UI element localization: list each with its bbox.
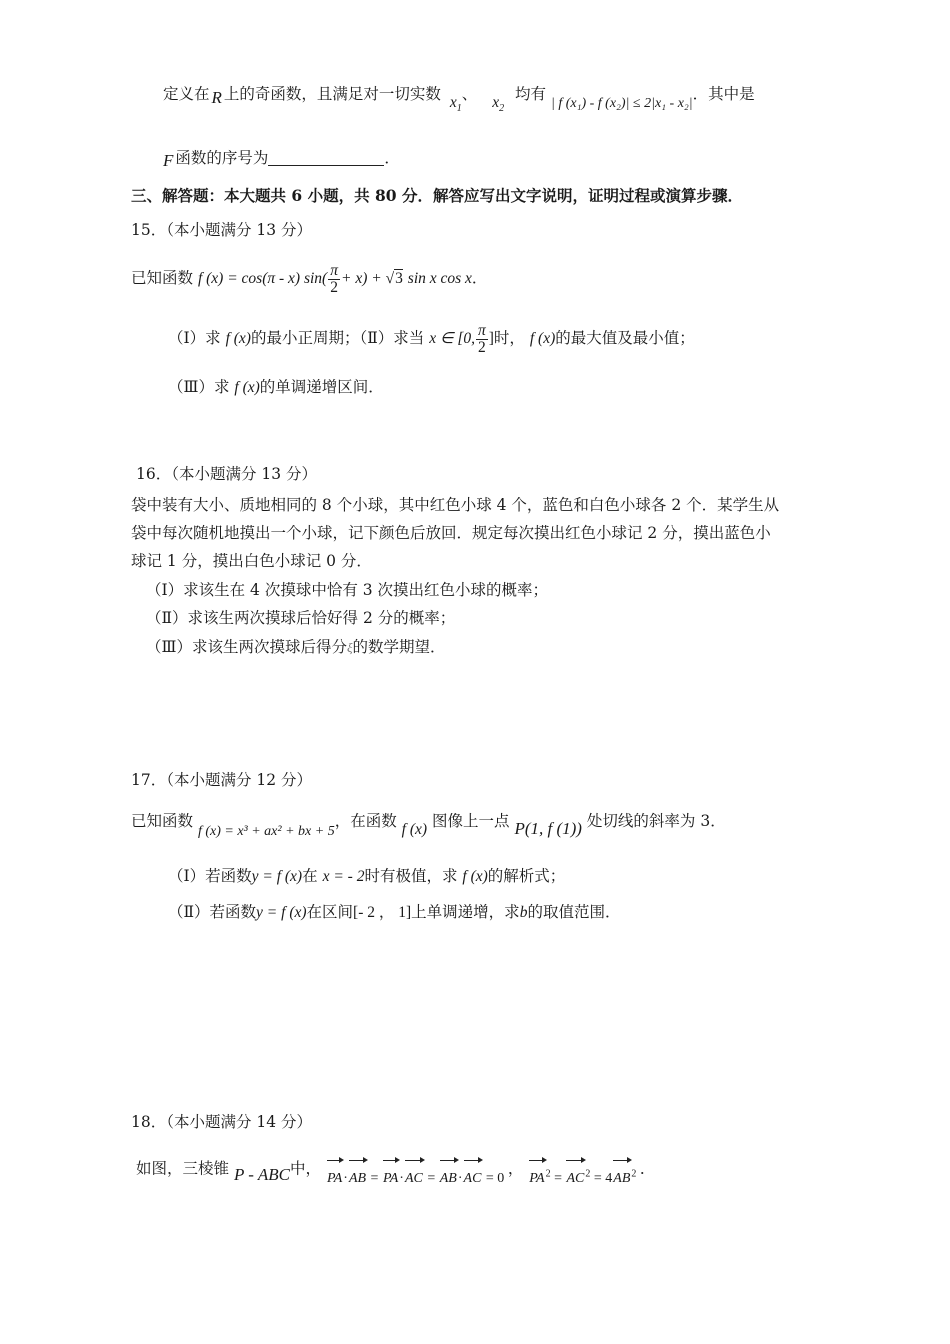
formula: f (x) bbox=[225, 330, 251, 347]
text: （Ⅲ）求 bbox=[168, 378, 230, 396]
text: ． bbox=[384, 149, 400, 167]
text: 的最大值及最小值； bbox=[555, 329, 695, 347]
text: 函数的序号为 bbox=[175, 149, 269, 167]
q16-part2: （Ⅱ）求该生两次摸球后恰好得 2 分的概率； bbox=[146, 609, 456, 627]
section-heading: 三、解答题：本大题共 6 小题，共 80 分．解答应写出文字说明，证明过程或演算步骤． bbox=[131, 186, 743, 205]
formula: f (x) bbox=[401, 821, 428, 838]
q16-body-2: 袋中每次随机地摸出一个小球，记下颜色后放回．规定每次摸出红色小球记 2 分，摸出蓝色小 bbox=[131, 524, 771, 542]
q16-title: 16．（本小题满分 13 分） bbox=[136, 465, 318, 483]
formula: sin x cos x bbox=[407, 270, 472, 287]
letter-F: F bbox=[163, 151, 174, 170]
q17-part1 bbox=[168, 864, 565, 889]
q18-stem bbox=[136, 1151, 655, 1186]
text: 处切线的斜率为 3． bbox=[586, 812, 726, 830]
text: ． bbox=[639, 1159, 656, 1178]
point-P: P(1, f (1)) bbox=[514, 819, 582, 838]
text: 上的奇函数，且满足对一切实数 bbox=[223, 85, 441, 103]
q15-title: 15．（本小题满分 13 分） bbox=[131, 221, 313, 239]
formula: y = f (x) bbox=[256, 904, 307, 921]
text: （Ⅱ）若函数 bbox=[168, 903, 257, 921]
q16-body-3: 球记 1 分，摸出白色小球记 0 分． bbox=[131, 552, 372, 570]
text: 在 bbox=[302, 867, 318, 885]
formula: f (x) bbox=[234, 379, 260, 396]
text: 定义在 bbox=[163, 85, 210, 103]
formula: f (x) bbox=[529, 330, 556, 347]
function-formula: f (x) = x³ + ax² + bx + 5 bbox=[197, 824, 335, 839]
text: 均有 bbox=[515, 85, 547, 103]
var-x2: $x_2$ bbox=[492, 94, 505, 115]
text: ， bbox=[507, 1159, 524, 1178]
condition-formula: | f (x₁) - f (x₂)| ≤ 2|x₁ - x₂| bbox=[550, 96, 693, 111]
symbol-xi: ξ bbox=[346, 640, 353, 655]
answer-blank[interactable] bbox=[268, 149, 384, 166]
text: （Ⅲ）求该生两次摸球后得分 bbox=[146, 638, 347, 656]
vector-condition-2: $PA^2 = AC^2 = 4AB^2$ bbox=[528, 1171, 640, 1186]
interval: [- 2 ， 1] bbox=[353, 904, 412, 921]
text: 中， bbox=[290, 1159, 322, 1178]
var-b: b bbox=[519, 904, 528, 921]
text: 的数学期望． bbox=[352, 638, 446, 656]
text: 如图，三棱锥 bbox=[136, 1159, 230, 1178]
text: 的最小正周期；（Ⅱ）求当 bbox=[250, 329, 425, 347]
q16-body-1: 袋中装有大小、质地相同的 8 个小球，其中红色小球 4 个，蓝色和白色小球各 2 个．某学生从 bbox=[131, 496, 780, 514]
text: 的解析式； bbox=[487, 867, 566, 885]
text: ．其中是 bbox=[692, 85, 755, 103]
sqrt-3: √3 bbox=[385, 270, 403, 287]
tetrahedron-name: P - ABC bbox=[233, 1164, 290, 1184]
set-R: R bbox=[211, 88, 222, 107]
q15-stem bbox=[131, 262, 487, 296]
formula: x ∈ [0, bbox=[429, 330, 475, 347]
q17-part2 bbox=[168, 900, 620, 925]
q18-title: 18．（本小题满分 14 分） bbox=[131, 1113, 313, 1131]
formula: f (x) = cos(π - x) sin( bbox=[197, 270, 328, 287]
formula: ] bbox=[488, 330, 494, 347]
q15-part1-2 bbox=[168, 322, 695, 356]
text: 、 bbox=[461, 85, 478, 103]
text: 图像上一点 bbox=[432, 812, 510, 830]
text: 的取值范围． bbox=[527, 903, 621, 921]
vector-condition-1: PA·AB = PA·AC = AB·AC = 0 bbox=[326, 1171, 508, 1186]
q17-title: 17．（本小题满分 12 分） bbox=[131, 771, 313, 789]
formula: y = f (x) bbox=[251, 868, 303, 885]
text: 时有极值，求 bbox=[364, 867, 458, 885]
formula: x = - 2 bbox=[322, 868, 365, 885]
text: 上单调递增，求 bbox=[411, 903, 520, 921]
formula: f (x) bbox=[462, 868, 488, 885]
fraction-pi-over-2: $\frac{\pi}{2}$ bbox=[330, 261, 338, 296]
p14-line1 bbox=[163, 82, 755, 113]
p14-line2 bbox=[163, 146, 400, 170]
formula: + x) + bbox=[340, 270, 386, 287]
q16-part3 bbox=[146, 635, 446, 660]
q17-stem bbox=[131, 806, 726, 838]
text: 在区间 bbox=[306, 903, 354, 921]
text: 时， bbox=[493, 329, 525, 347]
q15-part3 bbox=[168, 375, 384, 400]
text: 已知函数 bbox=[131, 269, 194, 287]
text: （Ⅰ）求 bbox=[168, 329, 221, 347]
text: ，在函数 bbox=[334, 812, 397, 830]
text: 的单调递增区间． bbox=[259, 378, 384, 396]
text: ． bbox=[471, 269, 488, 287]
fraction-pi-over-2: $\frac{\pi}{2}$ bbox=[477, 321, 486, 356]
text: （Ⅰ）若函数 bbox=[168, 867, 252, 885]
var-x1: $x_1$ bbox=[449, 94, 462, 115]
text: 已知函数 bbox=[131, 812, 194, 830]
q16-part1: （Ⅰ）求该生在 4 次摸球中恰有 3 次摸出红色小球的概率； bbox=[146, 581, 549, 599]
